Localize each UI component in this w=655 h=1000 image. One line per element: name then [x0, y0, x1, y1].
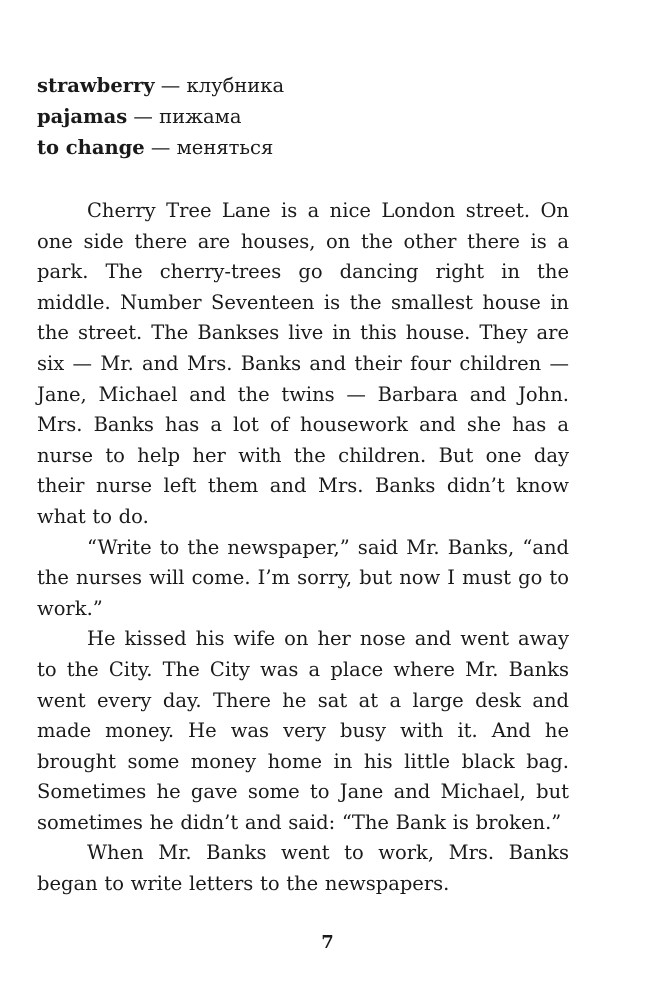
vocabulary-entry [37, 101, 569, 132]
story-paragraph: When Mr. Banks went to work, Mrs. Banks began to write letters to the newspapers. [37, 841, 569, 896]
vocabulary-dash: — [127, 105, 160, 128]
vocabulary-list [37, 70, 569, 163]
vocabulary-translation: клубника [186, 74, 285, 97]
story-paragraph: “Write to the newspaper,” said Mr. Banks, “and the nurses will come. I’m sorry, but now I must go to work.” [37, 535, 569, 620]
vocabulary-entry [37, 132, 569, 163]
book-page [37, 70, 569, 900]
vocabulary-word: to change [37, 136, 145, 159]
vocabulary-dash: — [144, 136, 177, 159]
vocabulary-translation: меняться [176, 136, 274, 159]
vocabulary-word: pajamas [37, 105, 128, 128]
vocabulary-translation: пижама [159, 105, 242, 128]
story-text [37, 196, 569, 900]
vocabulary-dash: — [154, 74, 187, 97]
story-paragraph: Cherry Tree Lane is a nice London street. On one side there are houses, on the other there is a park. The cherry-trees go dancing right in the middle. Number Seventeen is the smallest house in the street. The Bankses live in this house. They are six — Mr. and Mrs. Banks and their four children — Jane, Michael and the twins — Barbara and John. Mrs. Banks has a lot of housework and she has a nurse to help her with the children. But one day their nurse left them and Mrs. Banks didn’t know what to do. [37, 199, 569, 528]
vocabulary-entry [37, 70, 569, 101]
page-number: 7 [321, 932, 334, 953]
story-paragraph: He kissed his wife on her nose and went away to the City. The City was a place where Mr. Banks went every day. There he sat at a large desk and made money. He was very busy with it. And he brought some money home in his little black bag. Sometimes he gave some to Jane and Michael, but sometimes he didn’t and said: “The Bank is broken.” [37, 627, 569, 834]
vocabulary-word: strawberry [37, 74, 155, 97]
